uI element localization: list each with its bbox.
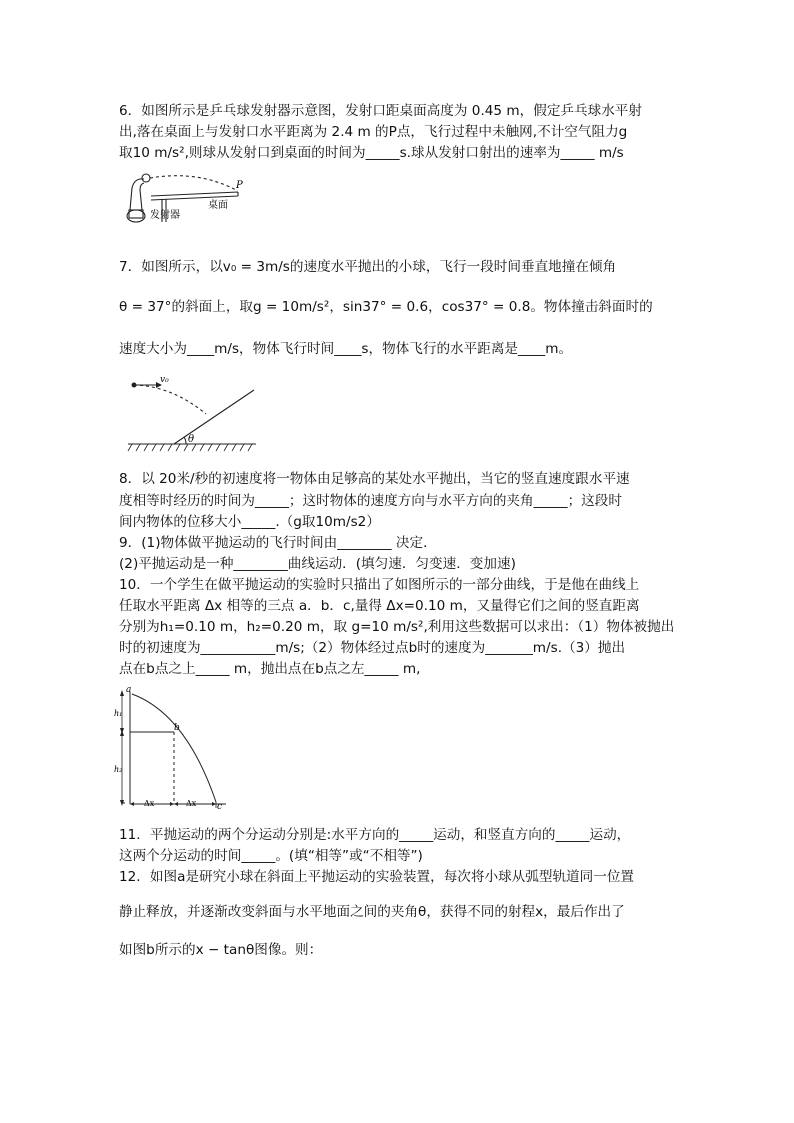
q9-line-2: (2)平抛运动是一种________曲线运动．(填匀速．匀变速．变加速)	[119, 556, 516, 572]
theta-label: θ	[188, 434, 195, 445]
q8-line-2: 度相等时经历的时间为_____；这时物体的速度方向与水平方向的夹角_____；这段时	[119, 493, 622, 509]
q11-line-1: 11．平抛运动的两个分运动分别是:水平方向的_____运动，和竖直方向的_____运动，	[119, 827, 631, 843]
q12-line-2: 静止释放，并逐渐改变斜面与水平地面之间的夹角θ，获得不同的射程x，最后作出了	[119, 904, 625, 920]
dx-label-1: Δx	[144, 799, 155, 808]
q9-line-1: 9．(1)物体做平抛运动的飞行时间由________ 决定．	[119, 535, 437, 551]
q8-line-3: 间内物体的位移大小_____.（g取10m/s2）	[119, 514, 380, 530]
q7-line-3: 速度大小为____m/s，物体飞行时间____s，物体飞行的水平距离是____m。	[119, 341, 573, 357]
point-c-label: c	[217, 802, 223, 812]
q10-line-5: 点在b点之上_____ m，抛出点在b点之左_____ m,	[119, 661, 421, 677]
v0-label: v₀	[160, 375, 169, 385]
q10-line-1: 10．一个学生在做平抛运动的实验时只描出了如图所示的一部分曲线，于是他在曲线上	[119, 577, 640, 593]
q10-line-4: 时的初速度为___________m/s;（2）物体经过点b时的速度为_______m/s.（3）抛出	[119, 640, 626, 656]
launcher-label: 发射器	[150, 210, 180, 221]
h2-label: h₂	[114, 765, 123, 774]
q11-line-2: 这两个分运动的时间_____。(填“相等”或“不相等”)	[119, 848, 423, 864]
dx-label-2: Δx	[186, 799, 197, 808]
h1-label: h₁	[114, 709, 123, 718]
point-p-label: P	[236, 180, 243, 191]
q6-line-1: 6．如图所示是乒乓球发射器示意图，发射口距桌面高度为 0.45 m，假定乒乓球水平射	[119, 103, 642, 119]
q10-line-2: 任取水平距离 Δx 相等的三点 a．b．c,量得 Δx=0.10 m，又量得它们之间的竖直距离	[119, 598, 640, 614]
launcher-diagram	[118, 166, 253, 230]
q6-line-2: 出,落在桌面上与发射口水平距离为 2.4 m 的P点，飞行过程中未触网,不计空气阻力g	[119, 124, 628, 140]
q7-line-2: θ = 37°的斜面上，取g = 10m/s²，sin37° = 0.6，cos37° = 0.8。物体撞击斜面时的	[119, 299, 653, 315]
q12-line-3: 如图b所示的x − tanθ图像。则：	[119, 942, 323, 958]
q8-line-1: 8．以 20米/秒的初速度将一物体由足够高的某处水平抛出，当它的竖直速度跟水平速	[119, 471, 630, 487]
q7-line-1: 7．如图所示，以v₀ = 3m/s的速度水平抛出的小球，飞行一段时间垂直地撞在倾角	[119, 259, 617, 275]
trajectory-diagram	[114, 684, 226, 812]
point-a-label: a	[126, 685, 132, 695]
q6-line-3: 取10 m/s²,则球从发射口到桌面的时间为_____s.球从发射口射出的速率为_____ m/s	[119, 145, 624, 161]
point-b-label: b	[174, 723, 180, 733]
incline-diagram	[122, 372, 262, 454]
q10-line-3: 分别为h₁=0.10 m，h₂=0.20 m，取 g=10 m/s²,利用这些数据可以求出：（1）物体被抛出	[119, 619, 675, 635]
table-label: 桌面	[208, 200, 228, 211]
q12-line-1: 12．如图a是研究小球在斜面上平抛运动的实验装置，每次将小球从弧型轨道同一位置	[119, 869, 634, 885]
